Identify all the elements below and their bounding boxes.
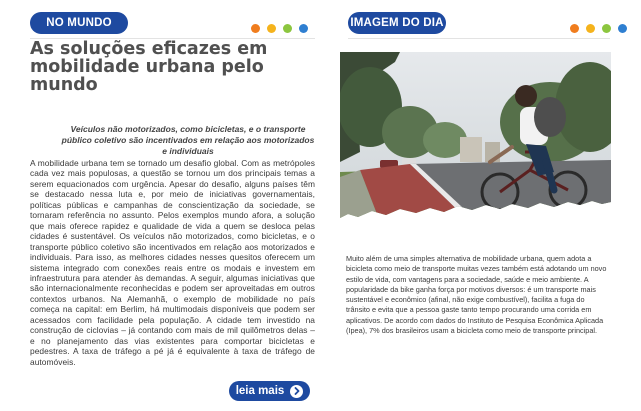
section-tag-imagem-do-dia: IMAGEM DO DIA	[348, 12, 446, 34]
decorative-dots	[570, 24, 627, 33]
read-more-button[interactable]	[229, 381, 310, 401]
photo-cyclist	[340, 52, 611, 222]
photo-caption: Muito além de uma simples alternativa de mobilidade urbana, quem adota a bicicleta como meio de transporte muitas vezes também está adotando um novo estilo de vida, com vantagens para a sociedade, saúde e meio ambiente. A popularidade da bike ganha força por motivos diversos: é um transporte mais sustentável e econômico (afinal, não exige combustível), facilita a fuga do trânsito e evita que a pessoa gaste tanto tempo procurando uma corrida em aplicativos. De acordo com dados do Instituto de Pesquisa Econômica Aplicada (Ipea), 7% dos brasileiros usam a bicicleta como meio de transporte principal.	[346, 254, 607, 336]
article-subtitle: Veículos não motorizados, como bicicletas, e o transporte público coletivo são incentivados em relação aos motorizados e individuais	[61, 124, 315, 156]
green-dot	[283, 24, 292, 33]
orange-dot	[251, 24, 260, 33]
decorative-dots	[251, 24, 308, 33]
section-tag-no-mundo: NO MUNDO	[30, 12, 128, 34]
read-more-label: leia mais	[235, 385, 285, 397]
green-dot	[602, 24, 611, 33]
chevron-right-icon	[290, 385, 303, 398]
orange-dot	[570, 24, 579, 33]
article-title: As soluções eficazes em mobilidade urbana pelo mundo	[30, 39, 268, 95]
blue-dot	[618, 24, 627, 33]
article-body: A mobilidade urbana tem se tornado um desafio global. Com as metrópoles cada vez mais populosas, a questão se tornou um dos principais temas a serem equacionados com urgência. Apesar do desafio, alguns países têm se destacado nessa luta e, por meio de iniciativas governamentais, políticas públicas e campanhas de conscientização da sociedade, se tornaram referência no assunto. Pelos exemplos mundo afora, a solução que mais oferece rapidez e qualidade de vida a quem se desloca pelas cidades é sustentável. Os veículos não motorizados, como bicicletas, e o transporte público coletivo são incentivados em relação aos motorizados e individuais. Para isso, as melhores cidades nesses quesitos oferecem um sistema integrado com conexões reais entre os modais e investem em infraestrutura para atender às demandas. A seguir, algumas iniciativas que são internacionalmente reconhecidas e podem ser aproveitadas em outros contextos urbanos. Na Alemanhã, o exemplo de mobilidade no país começa na capital: em Berlim, há multimodais disponíveis que podem ser acessados com facilidade pela população. A cidade tem investido na construção de ciclovias – já contando com mais de mil quilômetros delas – e no planejamento das vias existentes para comportar bicicletas e pedestres. A taxa de tráfego a pé já é equivalente à taxa de tráfego de automóveis.	[30, 158, 315, 367]
yellow-dot	[267, 24, 276, 33]
yellow-dot	[586, 24, 595, 33]
blue-dot	[299, 24, 308, 33]
divider	[348, 38, 610, 39]
